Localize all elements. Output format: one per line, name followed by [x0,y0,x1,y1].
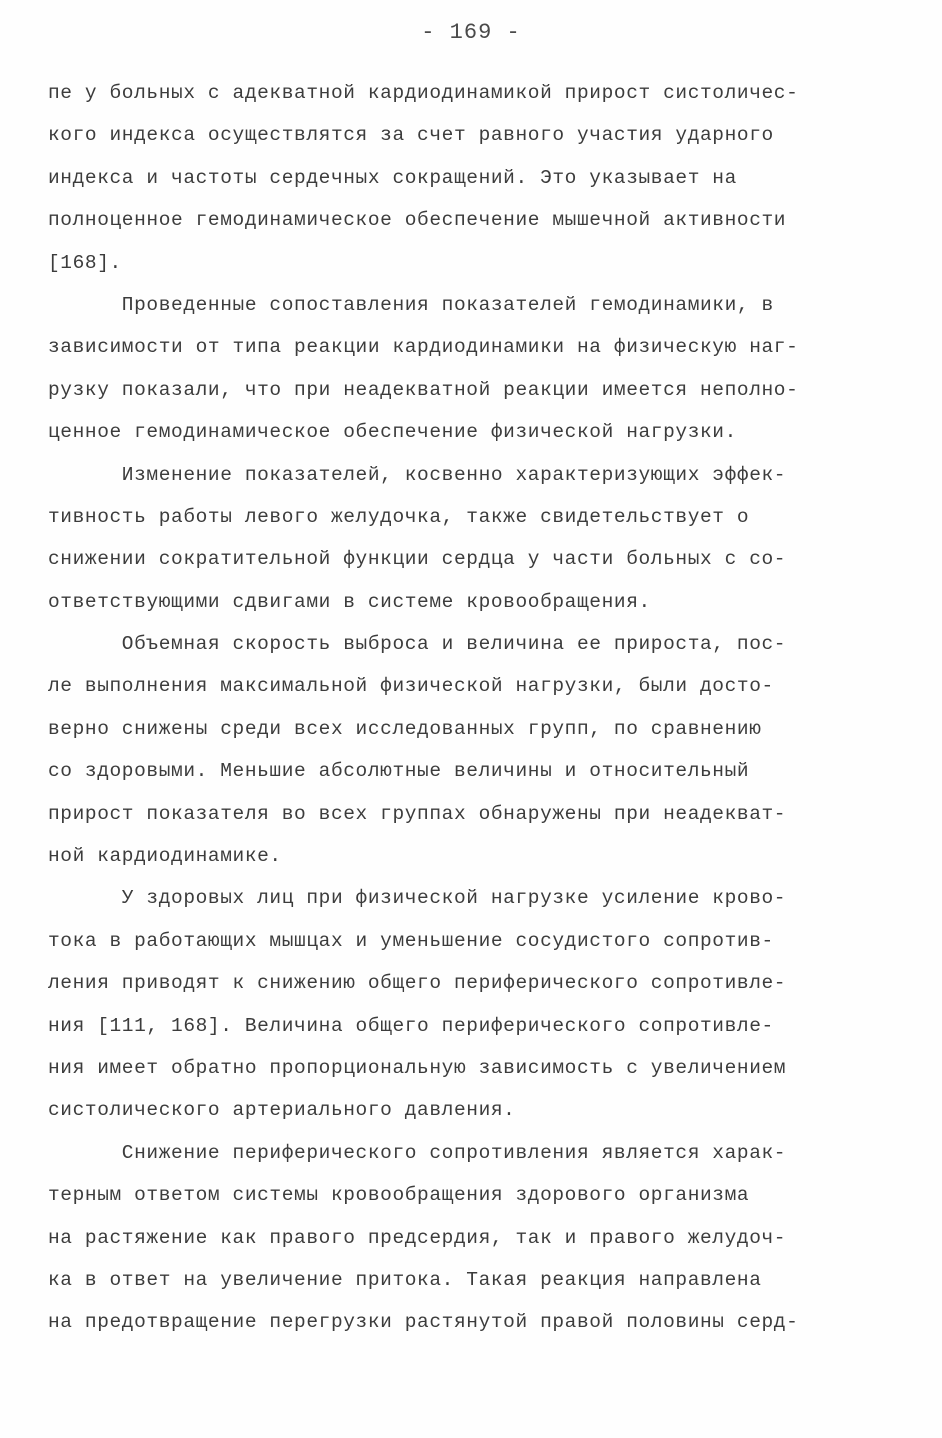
text-line: полноценное гемодинамическое обеспечение мышечной активности [48,209,787,232]
text-line: систолического артериального давления. [48,1099,516,1122]
text-line: пе у больных с адекватной кардиодинамикой прирост систоличес- [48,82,799,104]
text-line: кого индекса осуществлятся за счет равного участия ударного [48,124,774,147]
text-line: индекса и частоты сердечных сокращений. Это указывает на [48,166,737,189]
text-line: на предотвращение перегрузки растянутой правой половины серд- [48,1311,799,1334]
text-line: тока в работающих мышцах и уменьшение сосудистого сопротив- [48,929,774,952]
text-line: зависимости от типа реакции кардиодинамики на физическую наг- [48,336,799,359]
text-line: рузку показали, что при неадекватной реакции имеется неполно- [48,378,799,401]
page-number: - 169 - [421,20,521,45]
text-line: ния [111, 168]. Величина общего периферического сопротивле- [48,1014,774,1037]
text-line: терным ответом системы кровообращения здорового организма [48,1184,750,1207]
text-line: Проведенные сопоставления показателей гемодинамики, в [48,293,774,316]
text-line: [168]. [48,251,122,274]
text-line: на растяжение как правого предсердия, так и правого желудоч- [48,1226,787,1249]
text-line: тивность работы левого желудочка, также свидетельствует о [48,505,750,528]
text-line: ления приводят к снижению общего периферического сопротивле- [48,972,787,995]
text-line: ответствующими сдвигами в системе кровообращения. [48,590,651,613]
text-line: Объемная скорость выброса и величина ее прироста, пос- [48,633,787,656]
text-line: ния имеет обратно пропорциональную зависимость с увеличением [48,1056,787,1079]
text-line: Снижение периферического сопротивления является харак- [48,1141,787,1164]
text-line: снижении сократительной функции сердца у части больных с со- [48,548,787,571]
text-line: У здоровых лиц при физической нагрузке усиление крово- [48,887,787,910]
text-line: ка в ответ на увеличение притока. Такая реакция направлена [48,1268,762,1291]
text-line: Изменение показателей, косвенно характеризующих эффек- [48,463,787,486]
text-line: прирост показателя во всех группах обнаружены при неадекват- [48,802,787,825]
body-text [48,72,908,1344]
text-line: ценное гемодинамическое обеспечение физической нагрузки. [48,421,737,444]
text-line: ной кардиодинамике. [48,845,282,868]
text-line: верно снижены среди всех исследованных групп, по сравнению [48,717,762,740]
text-line: ле выполнения максимальной физической нагрузки, были досто- [48,675,774,698]
text-line: со здоровыми. Меньшие абсолютные величины и относительный [48,760,750,783]
